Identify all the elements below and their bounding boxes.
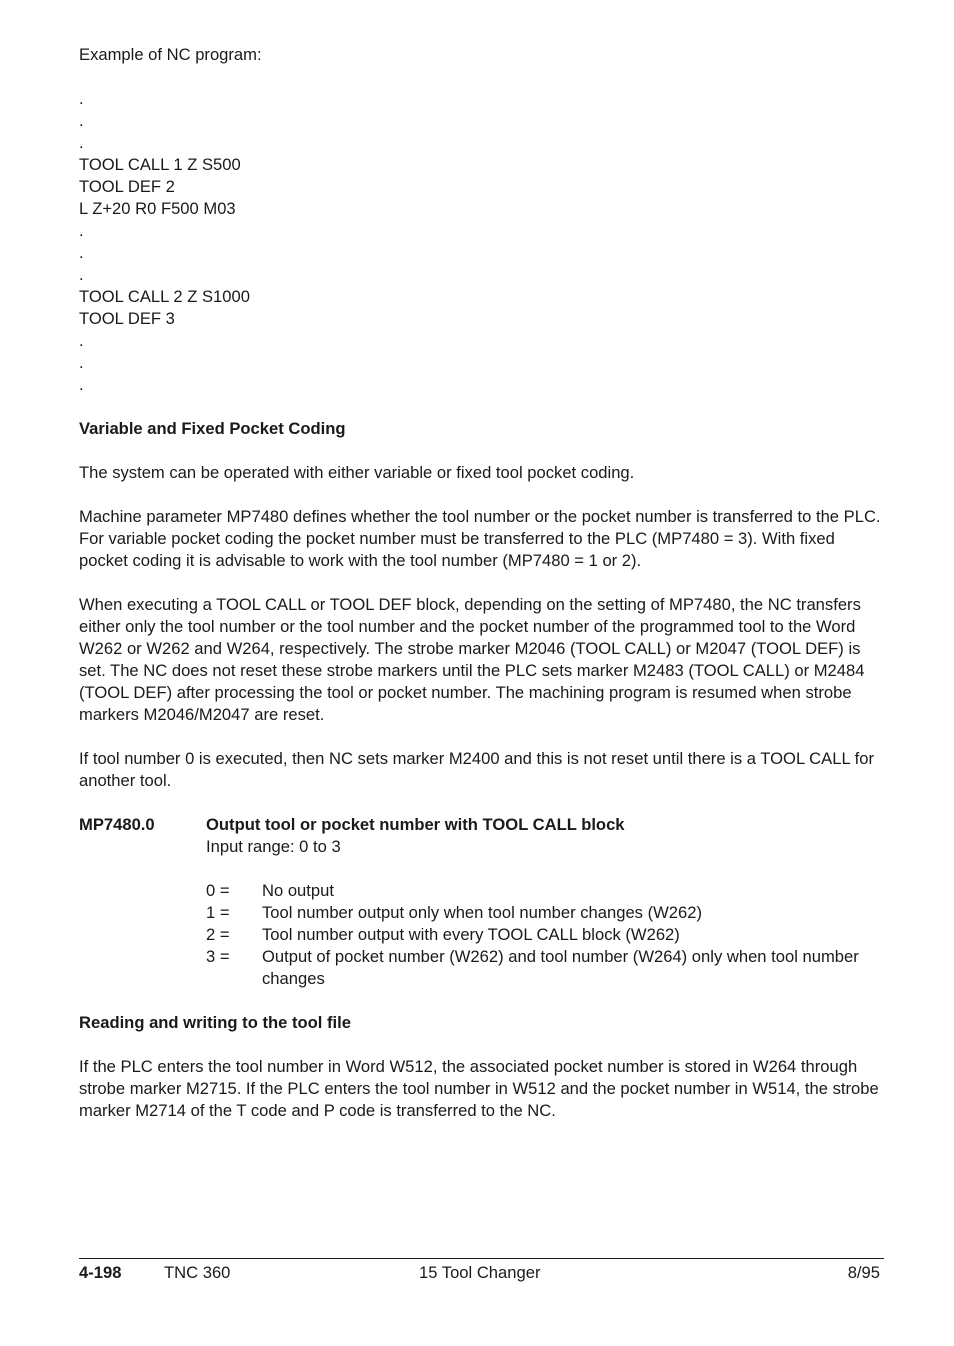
paragraph: The system can be operated with either variable or fixed tool pocket coding.: [79, 463, 635, 482]
page-footer: [79, 1258, 884, 1286]
parameter-range: Input range: 0 to 3: [206, 837, 341, 856]
option-key: 2 =: [206, 925, 230, 944]
footer-chapter: 15 Tool Changer: [419, 1263, 541, 1282]
program-line: TOOL CALL 2 Z S1000: [79, 287, 250, 306]
parameter-option: [206, 924, 884, 946]
parameter-option: [206, 902, 884, 924]
footer-date: 8/95: [847, 1263, 880, 1282]
parameter-id: MP7480.0: [79, 815, 155, 834]
paragraph: Machine parameter MP7480 defines whether the tool number or the pocket number is transferred to the PLC. For variable pocket coding the pocket number must be transferred to the PLC (MP7480 = 3). With fixed pocket coding it is advisable to work with the tool number (MP7480 = 1 or 2).: [79, 507, 881, 570]
machine-parameter-block: [79, 814, 884, 990]
option-text: Tool number output with every TOOL CALL block (W262): [262, 925, 680, 944]
section-heading-pocket-coding: Variable and Fixed Pocket Coding: [79, 419, 346, 438]
program-line: .: [79, 111, 84, 130]
program-line: .: [79, 221, 84, 240]
program-line: TOOL CALL 1 Z S500: [79, 155, 241, 174]
program-line: TOOL DEF 3: [79, 309, 175, 328]
option-key: 3 =: [206, 947, 230, 966]
option-text: Output of pocket number (W262) and tool number (W264) only when tool number changes: [262, 947, 859, 988]
program-line: .: [79, 133, 84, 152]
section-heading-tool-file: Reading and writing to the tool file: [79, 1013, 351, 1032]
program-line: .: [79, 353, 84, 372]
intro-text: Example of NC program:: [79, 45, 262, 64]
parameter-title: Output tool or pocket number with TOOL CALL block: [206, 815, 625, 834]
paragraph: If tool number 0 is executed, then NC sets marker M2400 and this is not reset until there is a TOOL CALL for another tool.: [79, 749, 875, 790]
program-line: .: [79, 265, 84, 284]
page-content: [79, 44, 884, 1122]
program-line: L Z+20 R0 F500 M03: [79, 199, 236, 218]
paragraph: If the PLC enters the tool number in Word W512, the associated pocket number is stored in W264 through strobe marker M2715. If the PLC enters the tool number in W512 and the pocket number in W514, the strobe marker M2714 of the T code and P code is transferred to the NC.: [79, 1057, 879, 1120]
option-key: 0 =: [206, 881, 230, 900]
parameter-option: [206, 880, 884, 902]
program-line: .: [79, 375, 84, 394]
option-text: Tool number output only when tool number changes (W262): [262, 903, 702, 922]
footer-page-number: 4-198: [79, 1263, 122, 1282]
parameter-body: [206, 814, 884, 990]
program-line: .: [79, 331, 84, 350]
program-listing: [79, 88, 884, 396]
option-key: 1 =: [206, 903, 230, 922]
program-line: .: [79, 243, 84, 262]
program-line: .: [79, 89, 84, 108]
option-text: No output: [262, 881, 334, 900]
paragraph: When executing a TOOL CALL or TOOL DEF block, depending on the setting of MP7480, the NC transfers either only the tool number or the tool number and the pocket number of the programmed tool to the Word W262 or W262 and W264, respectively. The strobe marker M2046 (TOOL CALL) or M2047 (TOOL DEF) is set. The NC does not reset these strobe markers until the PLC sets marker M2483 (TOOL CALL) or M2484 (TOOL DEF) after processing the tool or pocket number. The machining program is resumed when strobe markers M2046/M2047 are reset.: [79, 595, 865, 724]
parameter-option: [206, 946, 884, 990]
footer-model: TNC 360: [164, 1263, 231, 1282]
program-line: TOOL DEF 2: [79, 177, 175, 196]
